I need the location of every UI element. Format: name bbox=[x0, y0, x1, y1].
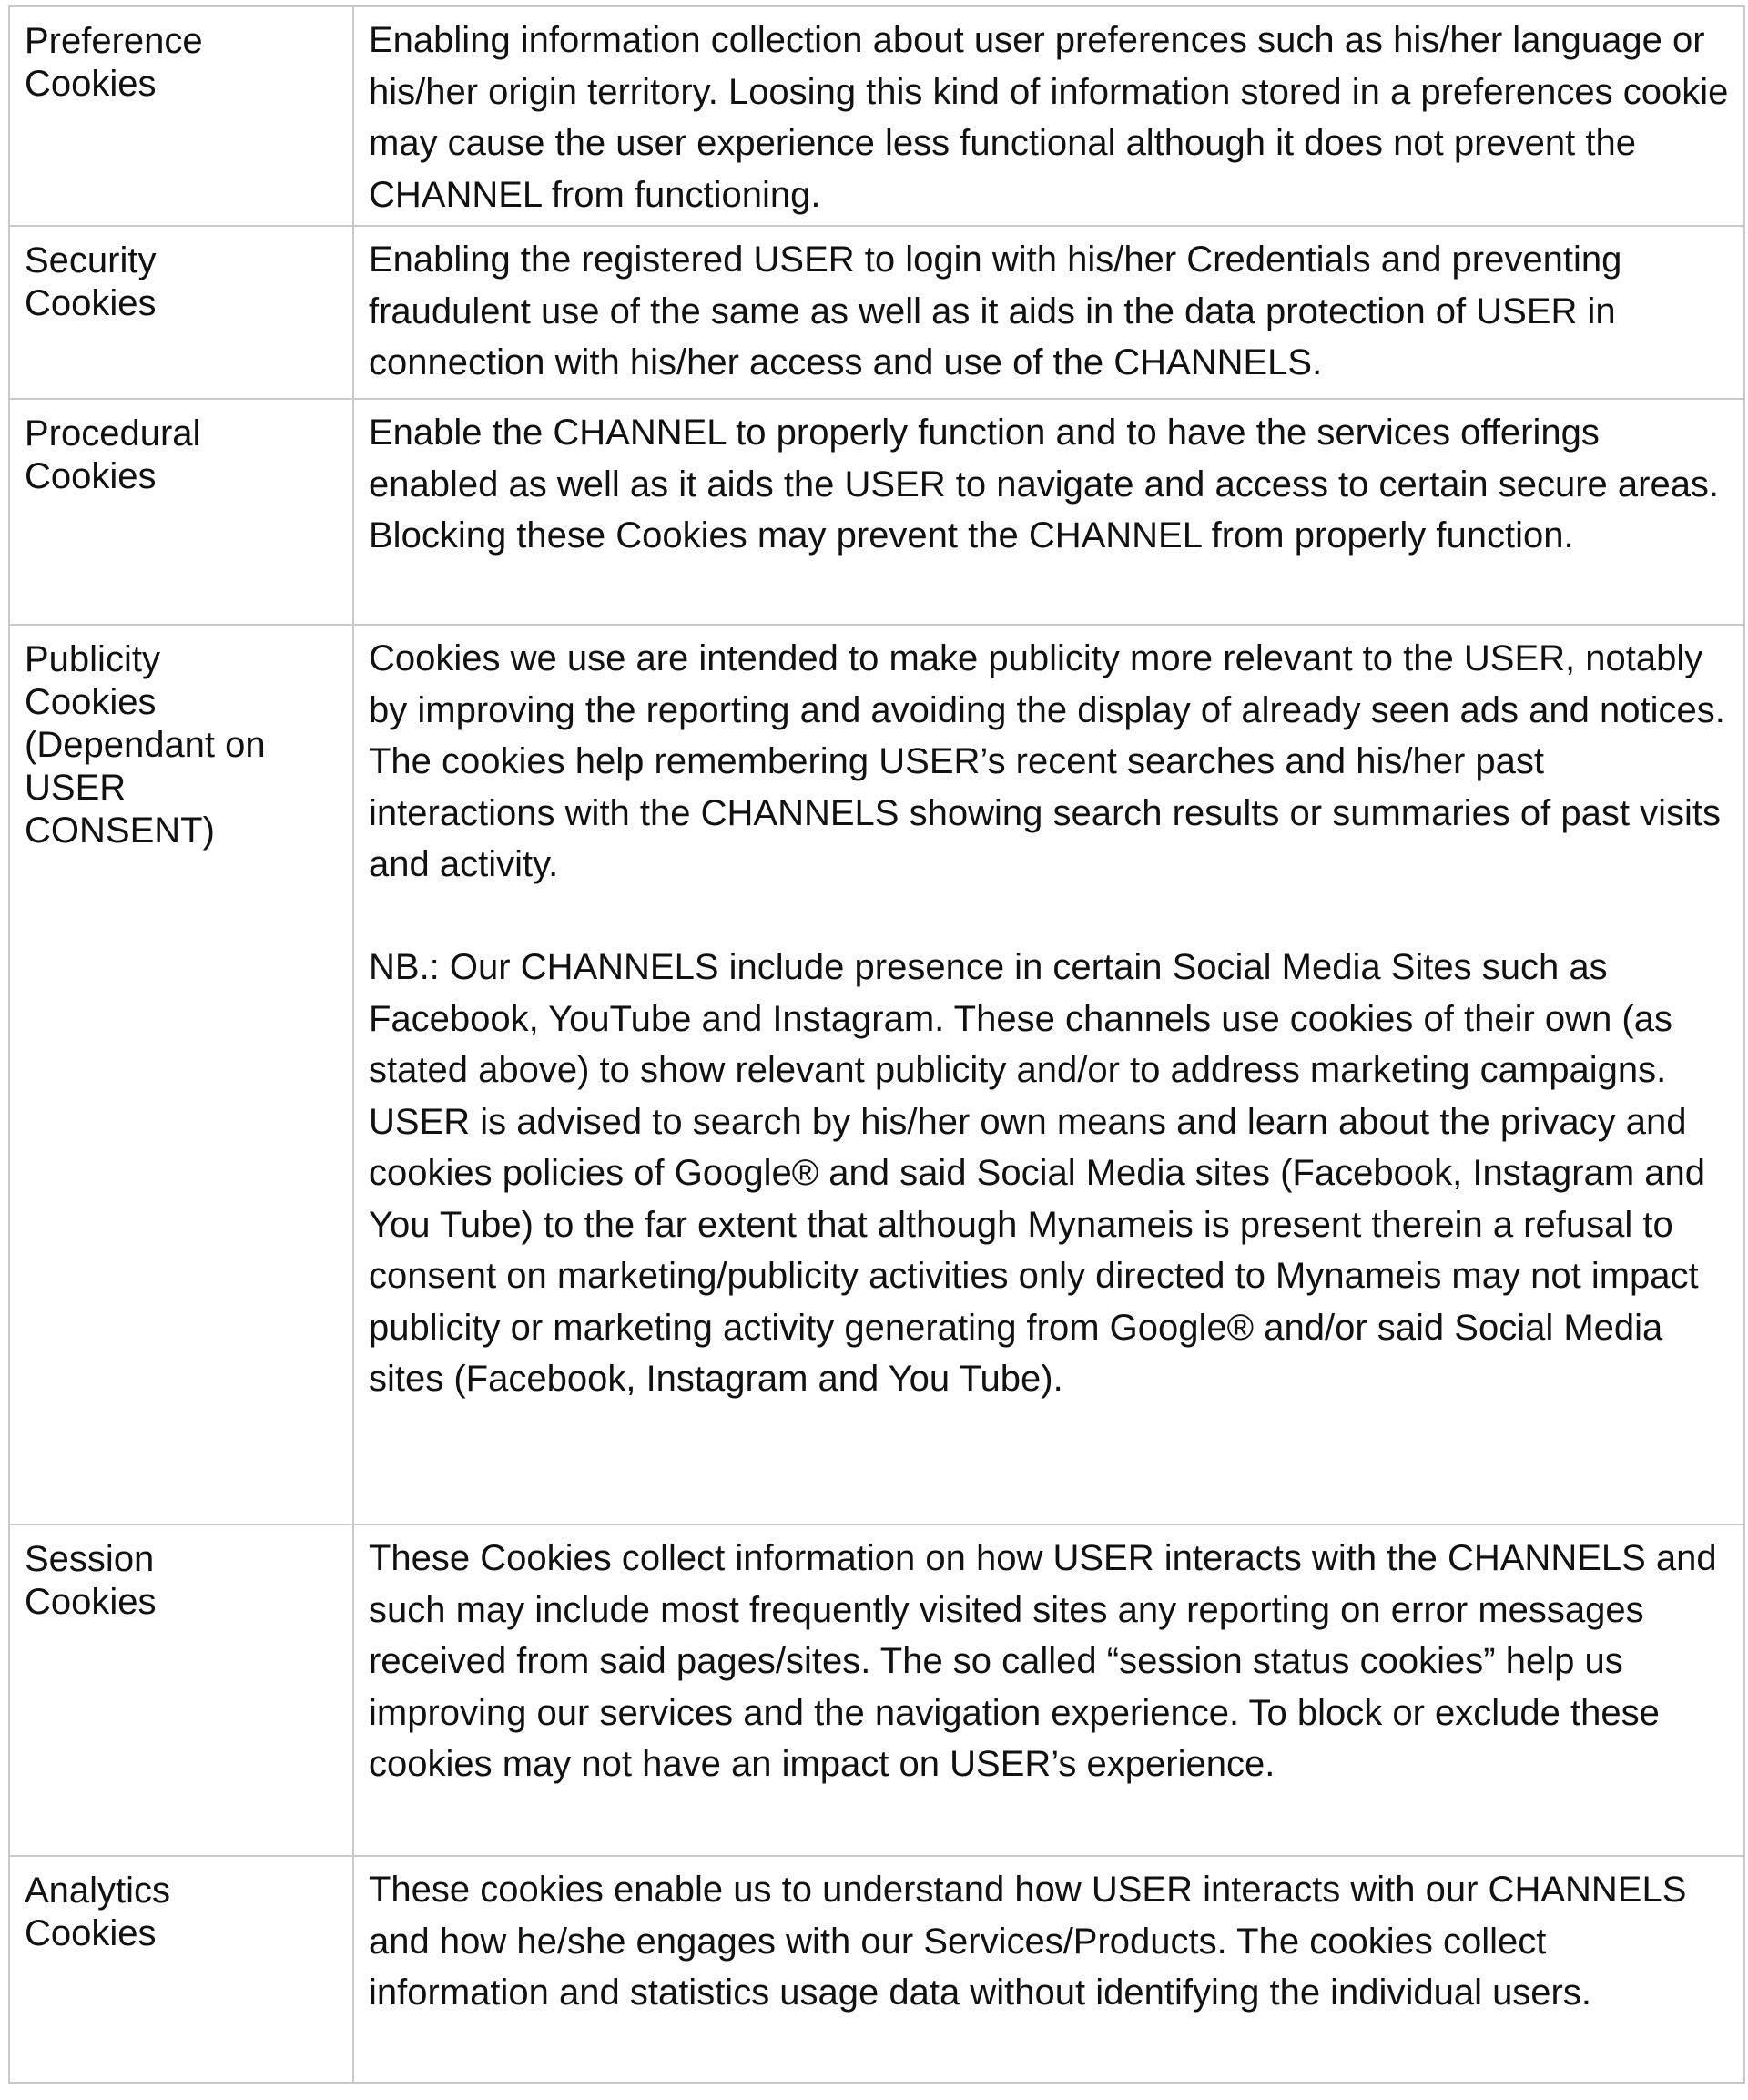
description-cell bbox=[353, 6, 1744, 226]
category-label: Preference Cookies bbox=[25, 21, 203, 104]
table-row bbox=[9, 1856, 1744, 2083]
table-row bbox=[9, 226, 1744, 399]
description-cell bbox=[353, 625, 1744, 1524]
description-text: Enabling the registered USER to login with his/her Credentials and preventing fraudulent use of the same as well as it aids in the data protection of USER in connection with his/her access and use of the CHANNELS. bbox=[369, 240, 1622, 382]
description-cell bbox=[353, 1524, 1744, 1856]
description-cell bbox=[353, 399, 1744, 625]
category-cell bbox=[9, 1856, 353, 2083]
table-row bbox=[9, 6, 1744, 226]
category-cell bbox=[9, 226, 353, 399]
category-label: Publicity Cookies (Dependant on USER CONSENT) bbox=[25, 639, 266, 851]
table-row bbox=[9, 1524, 1744, 1856]
description-text: Enable the CHANNEL to properly function and to have the services offerings enabled as well as it aids the USER to navigate and access to certain secure areas. Blocking these Cookies may prevent the CHANNEL from properly function. bbox=[369, 413, 1720, 556]
description-cell bbox=[353, 226, 1744, 399]
category-label: Security Cookies bbox=[25, 240, 157, 323]
description-cell bbox=[353, 1856, 1744, 2083]
category-label: Procedural Cookies bbox=[25, 413, 201, 496]
category-cell bbox=[9, 399, 353, 625]
category-cell bbox=[9, 625, 353, 1524]
description-text: These Cookies collect information on how USER interacts with the CHANNELS and such may include most frequently visited sites any reporting on error messages received from said pages/sites. The so called “session status cookies” help us improving our services and the navigation experience. To block or exclude these cookies may not have an impact on USER’s experience. bbox=[369, 1538, 1717, 1784]
cookie-types-table bbox=[8, 5, 1745, 2084]
table-row bbox=[9, 625, 1744, 1524]
description-text: These cookies enable us to understand how USER interacts with our CHANNELS and how he/she engages with our Services/Products. The cookies collect information and statistics usage data without identifying the individual users. bbox=[369, 1870, 1687, 2013]
category-label: Analytics Cookies bbox=[25, 1871, 171, 1953]
category-label: Session Cookies bbox=[25, 1539, 157, 1622]
table-row bbox=[9, 399, 1744, 625]
category-cell bbox=[9, 1524, 353, 1856]
category-cell bbox=[9, 6, 353, 226]
description-text: Cookies we use are intended to make publicity more relevant to the USER, notably by improving the reporting and avoiding the display of already seen ads and notices. The cookies help remembering USER’s recent searches and his/her past interactions with the CHANNELS showing search results or summaries of past visits and activity. NB.: Our CHANNELS include presence in certain Social Media Sites such as Facebook, YouTube and Instagram. These channels use cookies of their own (as stated above) to show relevant publicity and/or to address marketing campaigns. USER is advised to search by his/her own means and learn about the privacy and cookies policies of Google® and said Social Media sites (Facebook, Instagram and You Tube) to the far extent that although Mynameis is present therein a refusal to consent on marketing/publicity activities only directed to Mynameis may not impact publicity or marketing activity generating from Google® and/or said Social Media sites (Facebook, Instagram and You Tube). bbox=[369, 638, 1725, 1399]
description-text: Enabling information collection about user preferences such as his/her language or his/her origin territory. Loosing this kind of information stored in a preferences cookie may cause the user experience less functional although it does not prevent the CHANNEL from functioning. bbox=[369, 20, 1729, 215]
